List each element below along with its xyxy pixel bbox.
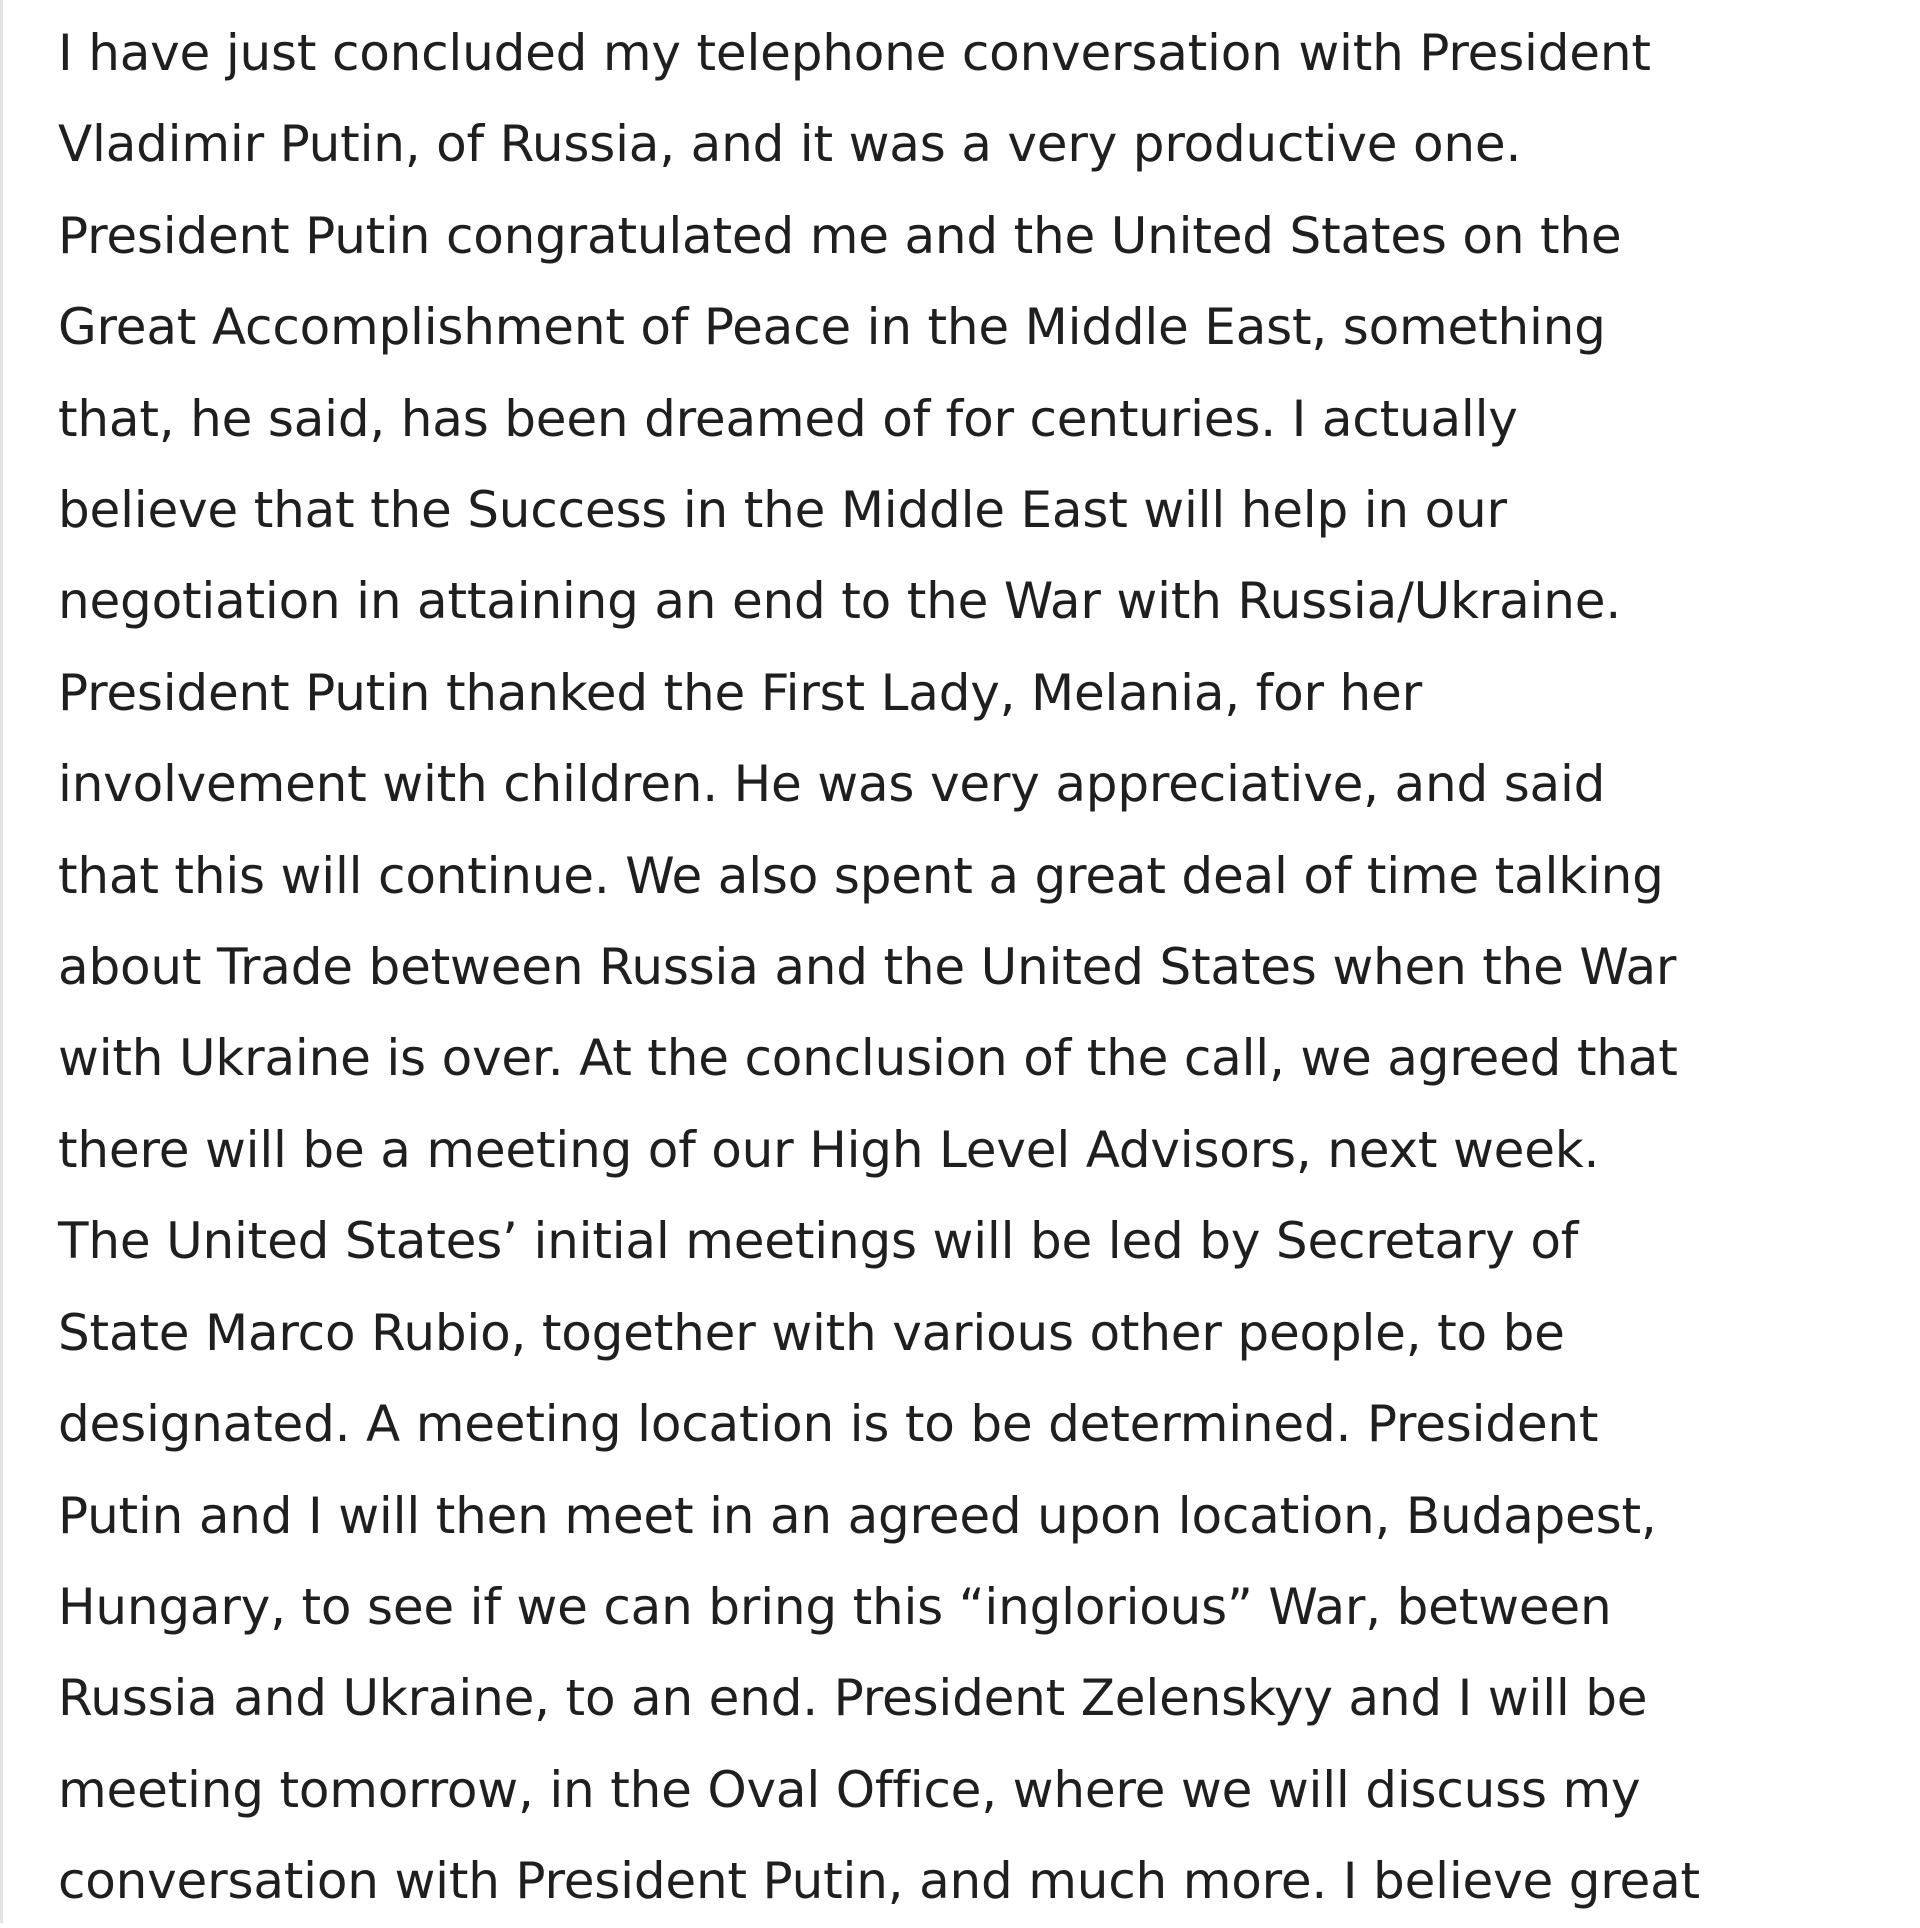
post-text-line: I have just concluded my telephone conversation with President [58, 24, 1651, 82]
post-text-line: President Putin thanked the First Lady, Melania, for her [58, 663, 1422, 722]
left-border-rule [0, 0, 3, 1923]
post-text-line: that this will continue. We also spent a great deal of time talking [58, 846, 1664, 905]
post-text-line: designated. A meeting location is to be determined. President [58, 1395, 1599, 1454]
post-text-line: with Ukraine is over. At the conclusion of the call, we agreed that [58, 1029, 1678, 1088]
post-text-body [58, 8, 1908, 1928]
post-text-line: Putin and I will then meet in an agreed upon location, Budapest, [58, 1486, 1657, 1545]
post-text-line: believe that the Success in the Middle East will help in our [58, 481, 1507, 540]
post-text-line: meeting tomorrow, in the Oval Office, where we will discuss my [58, 1760, 1641, 1819]
post-text-line: State Marco Rubio, together with various other people, to be [58, 1303, 1565, 1362]
post-text-line: The United States’ initial meetings will be led by Secretary of [58, 1212, 1579, 1271]
post-text-line: there will be a meeting of our High Level Advisors, next week. [58, 1120, 1600, 1179]
post-text-line: involvement with children. He was very appreciative, and said [58, 755, 1606, 814]
post-text-line: conversation with President Putin, and much more. I believe great [58, 1852, 1700, 1911]
post-text-line: Hungary, to see if we can bring this “inglorious” War, between [58, 1577, 1612, 1636]
post-text-line: President Putin congratulated me and the United States on the [58, 206, 1622, 265]
post-text-line: that, he said, has been dreamed of for centuries. I actually [58, 389, 1518, 448]
post-text-line: Russia and Ukraine, to an end. President Zelenskyy and I will be [58, 1669, 1648, 1728]
post-text-line: Vladimir Putin, of Russia, and it was a very productive one. [58, 115, 1522, 174]
post-text-line: about Trade between Russia and the United States when the War [58, 938, 1677, 997]
post-text-line: Great Accomplishment of Peace in the Middle East, something [58, 298, 1606, 357]
post-text-line: negotiation in attaining an end to the War with Russia/Ukraine. [58, 572, 1622, 631]
